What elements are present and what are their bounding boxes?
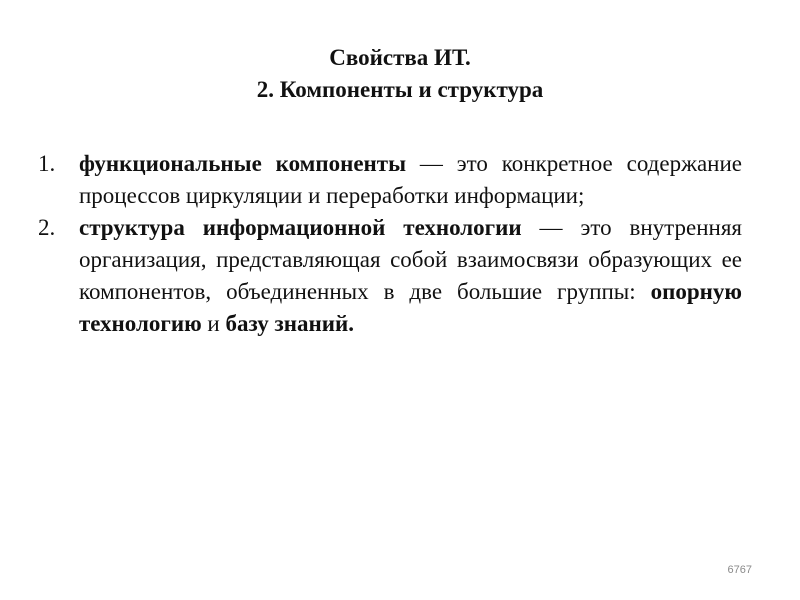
definition-functional-components: — это конкретное содержание процессов циркуляции и переработки информации; xyxy=(79,151,742,208)
definition-list xyxy=(0,148,800,340)
list-item-number: 1. xyxy=(38,151,56,176)
title-line-1: Свойства ИТ. xyxy=(329,45,471,70)
list-item-number: 2. xyxy=(38,215,56,240)
page-number: 6767 xyxy=(727,564,752,576)
term-it-structure: структура информационной технологии xyxy=(79,215,522,240)
connector-text: и xyxy=(201,311,226,336)
title-line-2: 2. Компоненты и структура xyxy=(256,77,544,102)
definition-it-structure: — это внутренняя организация, представляющая собой взаимосвязи образующих ее компонентов, объединенных в две большие группы: xyxy=(79,215,743,304)
list-item-functional-components xyxy=(38,148,742,212)
term-knowledge-base: базу знаний. xyxy=(225,311,354,336)
list-item-it-structure xyxy=(38,212,743,340)
term-functional-components: функциональные компоненты xyxy=(79,151,407,176)
term-base-technology: опорную технологию xyxy=(79,279,742,336)
slide-title xyxy=(0,42,800,106)
